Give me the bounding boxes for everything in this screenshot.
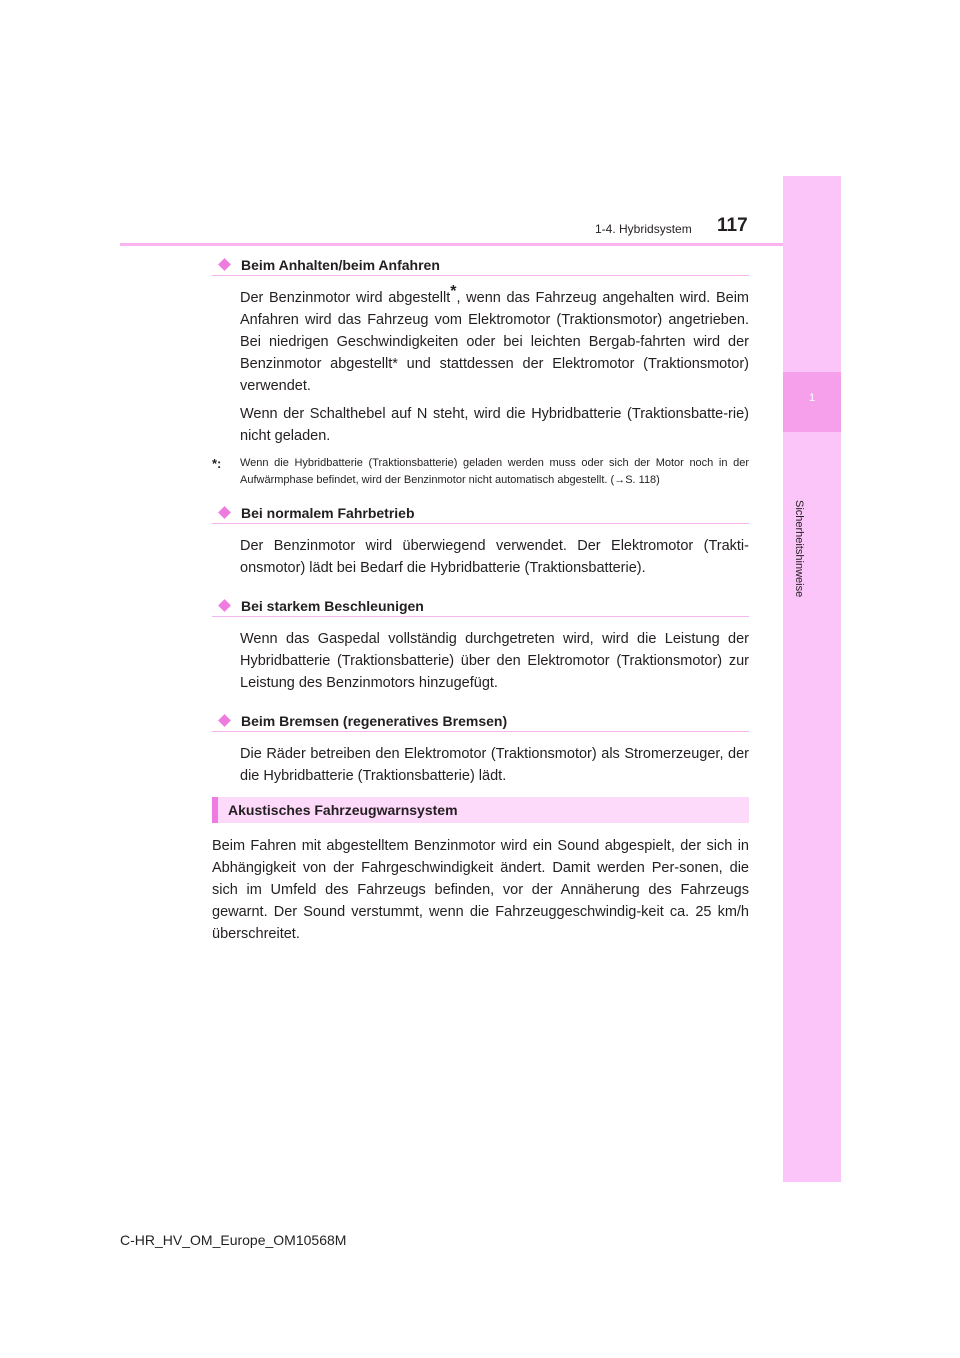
diamond-bullet-icon	[218, 714, 231, 727]
subsection-heading	[212, 595, 749, 617]
footnote	[212, 455, 749, 489]
chapter-label: Sicherheitshinweise	[793, 500, 805, 598]
footnote-text: Wenn die Hybridbatterie (Traktionsbatterie) geladen werden muss oder sich der Motor noch in der Aufwärmphase befindet, wird der Benzinmotor nicht automatisch abgestellt. (→S. 118)	[240, 457, 749, 486]
subsection-heading	[212, 710, 749, 732]
subsection-heading	[212, 254, 749, 276]
footer-code: C-HR_HV_OM_Europe_OM10568M	[120, 1232, 347, 1248]
paragraph: Beim Fahren mit abgestelltem Benzinmotor wird ein Sound abgespielt, der sich in Abhängigkeit von der Fahrgeschwindigkeit ändert. Damit werden Per-sonen, die sich im Umfeld des Fahrzeugs befinden, vor der Annäherung des Fahrzeugs gewarnt. Der Sound verstummt, wenn die Fahrzeuggeschwindig-keit ca. 25 km/h überschreitet.	[212, 838, 749, 942]
subsection-title: Beim Bremsen (regeneratives Bremsen)	[241, 712, 508, 729]
paragraph: Wenn das Gaspedal vollständig durchgetreten wird, wird die Leistung der Hybridbatterie (Traktionsbatterie) über den Elektromotor (Traktionsmotor) zur Leistung des Benzinmotors hinzugefügt.	[240, 631, 749, 691]
page-number: 117	[717, 215, 748, 236]
subsection-title: Beim Anhalten/beim Anfahren	[241, 256, 440, 273]
subsection-title: Bei starkem Beschleunigen	[241, 597, 424, 614]
section-title: Akustisches Fahrzeugwarnsystem	[228, 802, 458, 818]
paragraph: Die Räder betreiben den Elektromotor (Traktionsmotor) als Stromerzeuger, der die Hybridbatterie (Traktionsbatterie) lädt.	[240, 746, 749, 784]
diamond-bullet-icon	[218, 258, 231, 271]
side-tab	[783, 176, 841, 1182]
footnote-marker: *	[450, 283, 457, 301]
header-rule	[120, 243, 783, 246]
diamond-bullet-icon	[218, 599, 231, 612]
subsection-title: Bei normalem Fahrbetrieb	[241, 504, 415, 521]
diamond-bullet-icon	[218, 506, 231, 519]
chapter-number: 1	[808, 392, 816, 404]
text-run: , wenn das Fahrzeug angehalten wird. Beim Anfahren wird das Fahrzeug vom Elektromotor (Traktionsmotor) angetrieben. Bei niedrigen Geschwindigkeiten oder bei leichten Bergab-fahrten wird der Benzinmotor abgestellt* und stattdessen der Elektromotor (Traktionsmotor) verwendet.	[240, 290, 749, 394]
paragraph	[240, 283, 749, 397]
subsection-heading	[212, 502, 749, 524]
header-section: 1-4. Hybridsystem	[595, 222, 692, 236]
paragraph: Wenn der Schalthebel auf N steht, wird die Hybridbatterie (Traktionsbatte-rie) nicht geladen.	[240, 406, 749, 444]
page-content	[212, 254, 749, 945]
footnote-mark: *:	[212, 456, 222, 471]
text-run: Der Benzinmotor wird abgestellt	[240, 290, 451, 306]
section-band	[212, 797, 749, 823]
paragraph: Der Benzinmotor wird überwiegend verwendet. Der Elektromotor (Trakti-onsmotor) lädt bei Bedarf die Hybridbatterie (Traktionsbatterie).	[240, 538, 749, 576]
